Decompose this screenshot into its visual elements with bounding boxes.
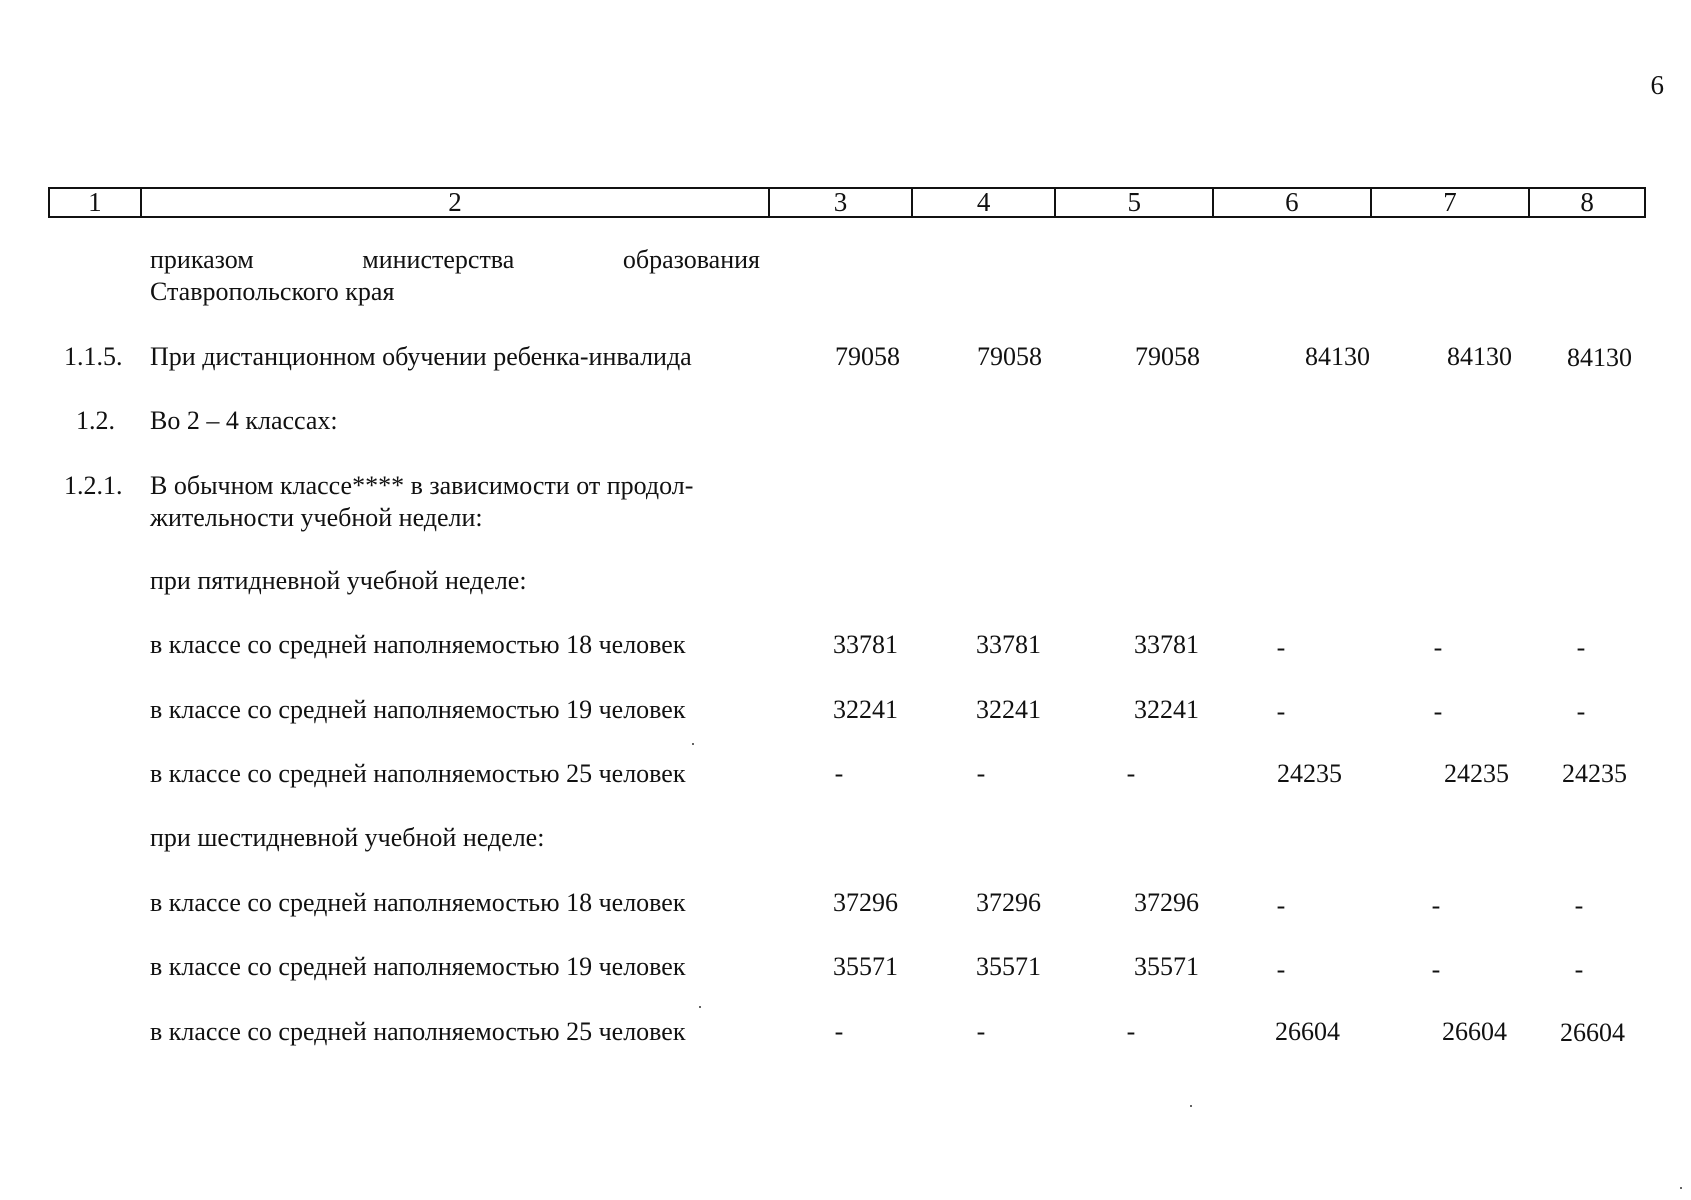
table-row-8-label: при шестидневной учебной неделе: [150, 823, 545, 852]
table-row-5-col7: - [1433, 633, 1443, 662]
table-row-1-col8: 84130 [1567, 343, 1632, 372]
header-cell-6: 6 [1212, 189, 1370, 216]
scan-speck [1680, 1187, 1682, 1189]
table-row-10-label: в классе со средней наполняемостью 19 человек [150, 952, 686, 981]
scan-speck [692, 743, 694, 745]
table-row-10-col7: - [1431, 955, 1441, 984]
table-row-11-col6: 26604 [1275, 1017, 1340, 1046]
table-row-7-col6: 24235 [1277, 759, 1342, 788]
table-row-9-col7: - [1431, 891, 1441, 920]
table-row-0-label-line2: Ставропольского края [150, 277, 395, 306]
table-row-1-col5: 79058 [1135, 342, 1200, 371]
page-number: 6 [1650, 70, 1664, 100]
table-row-6-col8: - [1576, 697, 1586, 726]
table-row-6-col6: - [1276, 697, 1286, 726]
table-row-11-col4: - [976, 1017, 986, 1046]
header-cell-4: 4 [911, 189, 1055, 216]
table-row-10-col3: 35571 [833, 952, 898, 981]
table-row-5-col5: 33781 [1134, 630, 1199, 659]
table-row-11-col8: 26604 [1560, 1018, 1625, 1047]
table-row-7-col5: - [1126, 759, 1136, 788]
table-row-0-label-line1 [150, 244, 760, 276]
table-row-9-col3: 37296 [833, 888, 898, 917]
scan-speck [699, 1006, 701, 1008]
table-row-11-col7: 26604 [1442, 1017, 1507, 1046]
table-row-10-col4: 35571 [976, 952, 1041, 981]
table-row-7-col3: - [834, 759, 844, 788]
table-row-11-col3: - [834, 1017, 844, 1046]
header-cell-1: 1 [88, 187, 102, 217]
table-row-9-col8: - [1574, 891, 1584, 920]
table-row-6-label: в классе со средней наполняемостью 19 человек [150, 695, 686, 724]
word-ministerstva: министерства [362, 245, 515, 274]
table-row-5-col6: - [1276, 633, 1286, 662]
header-cell-3: 3 [768, 189, 911, 216]
table-row-10-col6: - [1276, 955, 1286, 984]
table-row-3-label-line2: жительности учебной недели: [150, 503, 483, 532]
scan-speck [1190, 1105, 1192, 1107]
table-row-10-col5: 35571 [1134, 952, 1199, 981]
table-row-11-col5: - [1126, 1017, 1136, 1046]
table-row-4-label: при пятидневной учебной неделе: [150, 566, 527, 595]
table-row-3-number: 1.2.1. [64, 471, 123, 500]
word-prikazom: приказом [150, 245, 254, 274]
word-obrazovaniya: образования [622, 245, 761, 274]
table-row-7-col7: 24235 [1444, 759, 1509, 788]
table-row-1-number: 1.1.5. [64, 342, 123, 371]
table-row-5-col3: 33781 [833, 630, 898, 659]
table-row-2-label: Во 2 – 4 классах: [150, 406, 338, 435]
table-row-7-col8: 24235 [1562, 759, 1627, 788]
table-row-1-label: При дистанционном обучении ребенка-инвалида [150, 342, 692, 371]
table-row-9-col5: 37296 [1134, 888, 1199, 917]
table-row-5-col4: 33781 [976, 630, 1041, 659]
table-row-9-col6: - [1276, 891, 1286, 920]
table-row-7-col4: - [976, 759, 986, 788]
table-row-5-label: в классе со средней наполняемостью 18 человек [150, 630, 686, 659]
header-cell-8: 8 [1528, 189, 1644, 216]
table-row-6-col7: - [1433, 697, 1443, 726]
table-row-6-col5: 32241 [1134, 695, 1199, 724]
table-row-3-label-line1: В обычном классе**** в зависимости от продол- [150, 471, 694, 500]
table-row-2-number: 1.2. [76, 406, 115, 435]
table-row-6-col3: 32241 [833, 695, 898, 724]
table-row-9-label: в классе со средней наполняемостью 18 человек [150, 888, 686, 917]
table-row-9-col4: 37296 [976, 888, 1041, 917]
table-row-1-col4: 79058 [977, 342, 1042, 371]
table-row-10-col8: - [1574, 955, 1584, 984]
table-row-1-col7: 84130 [1447, 342, 1512, 371]
header-cell-7: 7 [1370, 189, 1529, 216]
table-row-1-col3: 79058 [835, 342, 900, 371]
table-row-6-col4: 32241 [976, 695, 1041, 724]
table-row-7-label: в классе со средней наполняемостью 25 человек [150, 759, 686, 788]
header-cell-2: 2 [140, 189, 768, 216]
table-row-1-col6: 84130 [1305, 342, 1370, 371]
header-cell-5: 5 [1054, 189, 1212, 216]
table-row-5-col8: - [1576, 633, 1586, 662]
table-row-11-label: в классе со средней наполняемостью 25 человек [150, 1017, 686, 1046]
